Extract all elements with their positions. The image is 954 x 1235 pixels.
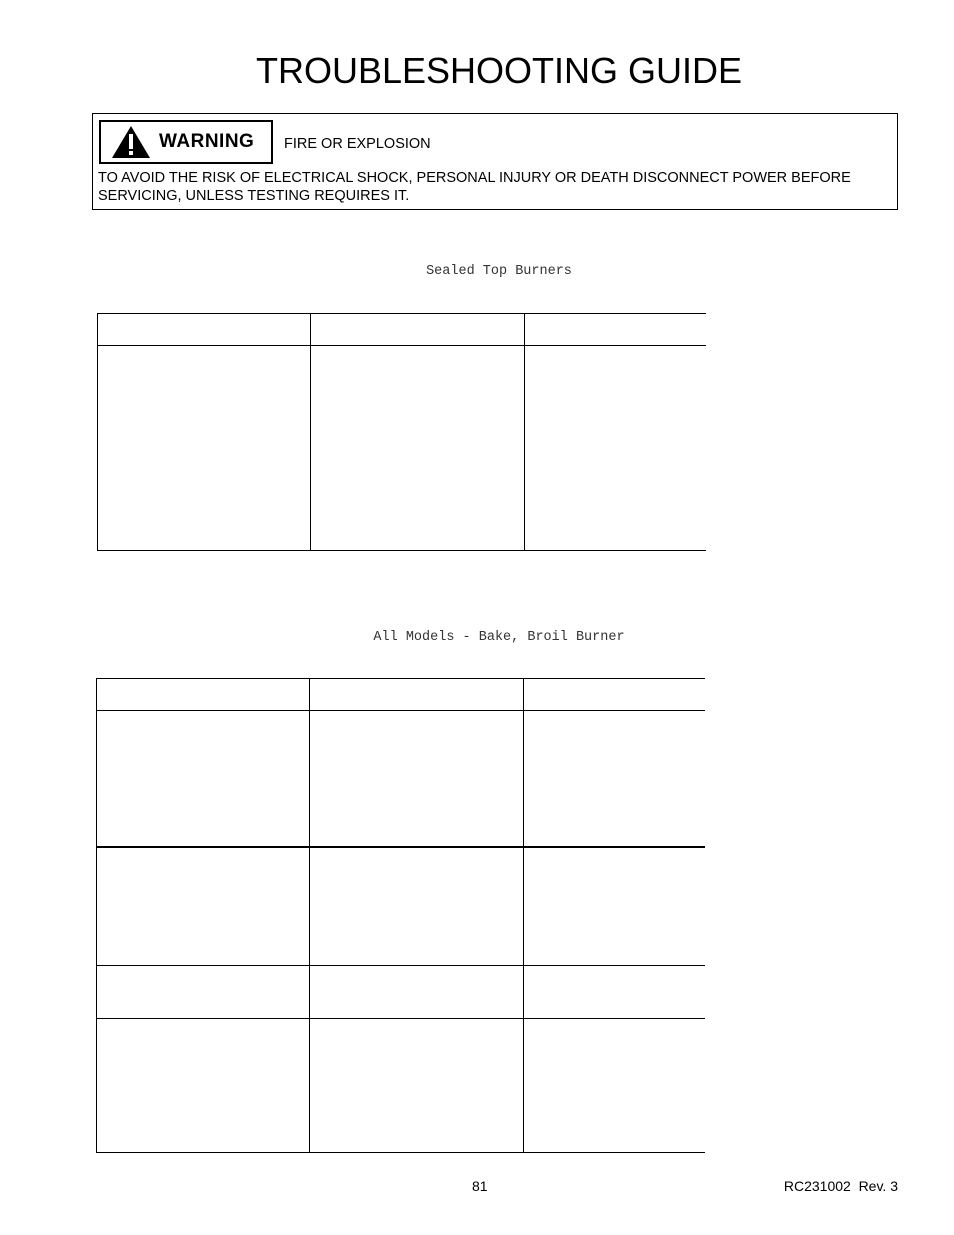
exclamation-triangle-icon [111, 125, 151, 159]
table-column-rule [523, 678, 524, 1153]
page-number: 81 [472, 1178, 488, 1194]
section-title-sealed-top-burners: Sealed Top Burners [426, 264, 572, 279]
table-column-rule [524, 313, 525, 551]
warning-badge-label: WARNING [159, 131, 255, 152]
warning-badge [99, 120, 273, 164]
table-rule [96, 965, 705, 966]
table-rule [97, 550, 706, 551]
table-rule [96, 678, 705, 679]
table-rule [96, 846, 705, 848]
warning-body: TO AVOID THE RISK OF ELECTRICAL SHOCK, PERSONAL INJURY OR DEATH DISCONNECT POWER BEFORE SERVICING, UNLESS TESTING REQUIRES IT. [98, 170, 851, 204]
section-title-bake-broil-burner: All Models - Bake, Broil Burner [373, 630, 625, 645]
table-rule [96, 1152, 705, 1153]
table-column-rule [309, 678, 310, 1153]
warning-heading: FIRE OR EXPLOSION [284, 136, 431, 152]
table-rule [96, 1018, 705, 1019]
table-rule [97, 345, 706, 346]
table-column-rule [96, 678, 97, 1153]
table-rule [97, 313, 706, 314]
table-column-rule [310, 313, 311, 551]
table-column-rule [97, 313, 98, 551]
table-rule [96, 710, 705, 711]
warning-box [92, 113, 898, 210]
page-title: TROUBLESHOOTING GUIDE [255, 50, 743, 91]
document-reference: RC231002 Rev. 3 [783, 1178, 898, 1194]
